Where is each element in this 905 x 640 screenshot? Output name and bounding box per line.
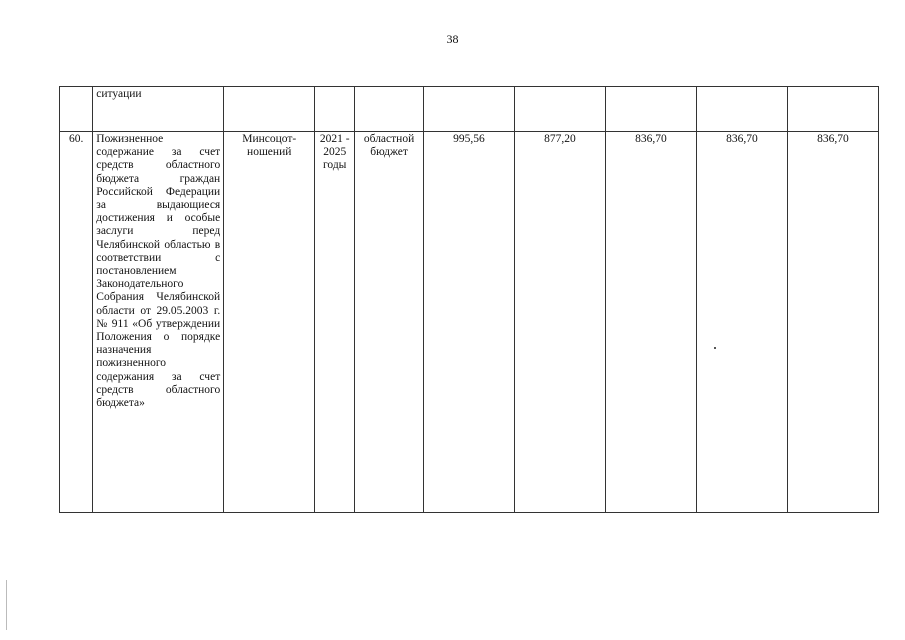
- cell-number: 60.: [60, 132, 93, 513]
- cell-value-2023: 836,70: [605, 132, 696, 513]
- cell-value: [787, 87, 878, 132]
- cell-value-2025: 836,70: [787, 132, 878, 513]
- scan-speck: [714, 347, 716, 349]
- cell-value: [696, 87, 787, 132]
- table-row-continuation: [60, 87, 879, 132]
- program-table: [59, 86, 879, 513]
- cell-value-2021: 995,56: [423, 132, 514, 513]
- cell-source: [355, 87, 424, 132]
- cell-value-2024: 836,70: [696, 132, 787, 513]
- cell-term: 2021 - 2025 годы: [315, 132, 355, 513]
- cell-term: [315, 87, 355, 132]
- cell-value: [605, 87, 696, 132]
- cell-source: областной бюджет: [355, 132, 424, 513]
- cell-name: Пожизненное содержание за счет средств областного бюджета граждан Российской Федерации за выдающиеся достижения и особые заслуги перед Челябинской областью в соответствии с постановлением Законодательного Собрания Челябинской области от 29.05.2003 г. № 911 «Об утверждении Положения о порядке назначения пожизненного содержания за счет средств областного бюджета»: [93, 132, 224, 513]
- page-number: 38: [446, 32, 459, 46]
- cell-executor: [224, 87, 315, 132]
- scan-edge-mark: [6, 580, 7, 630]
- cell-number: [60, 87, 93, 132]
- cell-value: [423, 87, 514, 132]
- cell-executor: Минсоцот-ношений: [224, 132, 315, 513]
- cell-value-2022: 877,20: [514, 132, 605, 513]
- table-row-60: [60, 132, 879, 513]
- cell-value: [514, 87, 605, 132]
- cell-name: ситуации: [93, 87, 224, 132]
